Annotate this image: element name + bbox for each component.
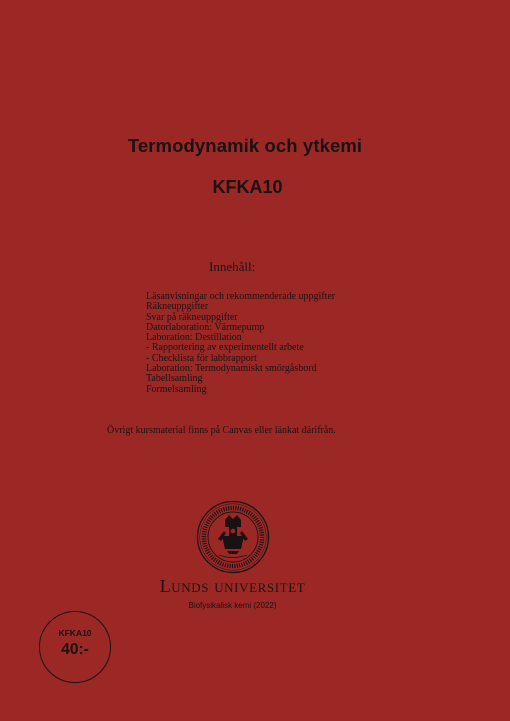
university-name: Lunds universitet bbox=[159, 576, 306, 596]
badge-course-code: KFKA10 bbox=[58, 628, 92, 638]
contents-item: Läsanvisningar och rekommenderade uppgifter bbox=[146, 291, 336, 302]
contents-list bbox=[146, 292, 335, 395]
contents-item: Räkneuppgifter bbox=[146, 301, 209, 313]
university-seal-icon bbox=[196, 500, 270, 574]
department-label: Biofysikalisk kemi (2022) bbox=[188, 601, 277, 610]
contents-item: - Checklista för labbrapport bbox=[146, 352, 257, 364]
contents-item: Svar på räkneuppgifter bbox=[146, 311, 238, 323]
contents-item: Datorlaboration: Värmepump bbox=[146, 321, 265, 333]
contents-item: Formelsamling bbox=[146, 383, 207, 395]
course-code: KFKA10 bbox=[212, 177, 283, 197]
other-material-note: Övrigt kursmaterial finns på Canvas eller länkat därifrån. bbox=[107, 425, 336, 436]
contents-item: Laboration: Destillation bbox=[146, 332, 242, 344]
contents-item: Tabellsamling bbox=[146, 373, 203, 385]
document-title: Termodynamik och ytkemi bbox=[127, 135, 363, 156]
contents-item: Laboration: Termodynamiskt smörgåsbord bbox=[146, 363, 317, 375]
contents-heading: Innehåll: bbox=[209, 259, 256, 274]
price-badge bbox=[39, 611, 111, 683]
badge-price: 40:- bbox=[61, 641, 89, 658]
contents-item: - Rapportering av experimentellt arbete bbox=[146, 342, 304, 354]
